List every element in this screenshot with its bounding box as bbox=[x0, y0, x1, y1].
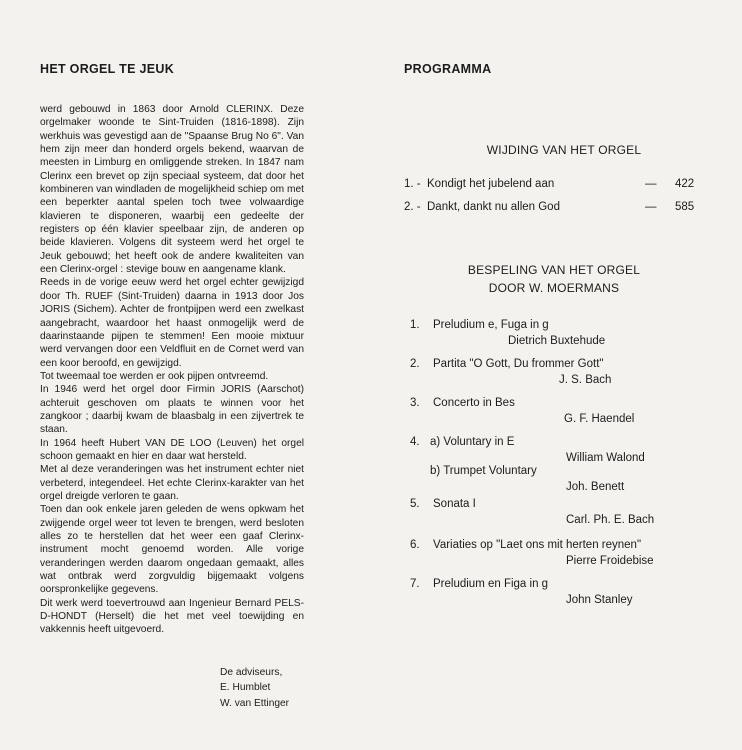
program-list bbox=[404, 319, 704, 617]
history-paragraph: Met al deze veranderingen was het instrument echter niet verbeterd, integendeel. Het echte Clerinx-karakter van het orgel dreigde verloren te gaan. bbox=[40, 464, 304, 502]
item-title: Preludium e, Fuga in g bbox=[433, 319, 549, 331]
signature-line: De adviseurs, bbox=[220, 666, 283, 678]
history-paragraph: In 1964 heeft Hubert VAN DE LOO (Leuven) het orgel schoon gemaakt en hier en daar wat hersteld. bbox=[40, 437, 304, 462]
hymn-row bbox=[404, 201, 704, 224]
hymn-number: 1. - bbox=[404, 178, 421, 190]
history-column bbox=[40, 62, 304, 711]
item-title: Concerto in Bes bbox=[433, 397, 515, 409]
item-number: 5. bbox=[410, 498, 420, 510]
hymn-dash: — bbox=[645, 178, 657, 190]
item-composer: Joh. Benett bbox=[566, 481, 625, 493]
item-title: b) Trumpet Voluntary bbox=[430, 465, 537, 477]
program-item bbox=[404, 578, 704, 617]
item-number: 6. bbox=[410, 539, 420, 551]
item-title: Variaties op "Laet ons mit herten reynen" bbox=[433, 539, 642, 551]
item-title: Preludium en Figa in g bbox=[433, 578, 549, 590]
item-title: Sonata I bbox=[433, 498, 476, 510]
hymn-dash: — bbox=[645, 201, 657, 213]
history-paragraph: werd gebouwd in 1863 door Arnold CLERINX. Deze orgelmaker woonde te Sint-Truiden (1816-1898). Zijn werkhuis was gevestigd aan de "Spaanse Brug No 6". Van hem zijn meer dan honderd orgels bekend, waarvan de meesten in Limburg en omliggende streken. In 1847 nam Clerinx een brevet op zijn speciaal systeem, dat door het kombineren van windladen de mogelijkheid schiep om met een beperkter aantal spelen toch twee volwaardige klavieren te disponeren, waarbij een gedeelte der registers op één klavier speelbaar zijn, de anderen op beide klavieren. Volgens dit systeem werd het orgel te Jeuk gebouwd; het heeft ook de andere kwaliteiten van een Clerinx-orgel : stevige bouw en aangename klank. bbox=[40, 104, 304, 276]
signature-line: W. van Ettinger bbox=[220, 697, 290, 709]
item-number: 7. bbox=[410, 578, 420, 590]
item-composer: John Stanley bbox=[566, 594, 633, 606]
program-item bbox=[404, 498, 704, 539]
item-composer: Carl. Ph. E. Bach bbox=[566, 514, 655, 526]
advisors-signature bbox=[220, 665, 304, 712]
program-item bbox=[404, 358, 704, 397]
recital-title-line: DOOR W. MOERMANS bbox=[488, 281, 620, 295]
signature-line: E. Humblet bbox=[220, 682, 271, 694]
recital-title-line: BESPELING VAN HET ORGEL bbox=[467, 263, 641, 277]
item-composer: Dietrich Buxtehude bbox=[508, 335, 606, 347]
recital-title bbox=[404, 261, 704, 297]
program-column bbox=[404, 62, 704, 617]
hymn-code: 585 bbox=[675, 201, 695, 213]
hymn-code: 422 bbox=[675, 178, 695, 190]
item-number: 3. bbox=[410, 397, 420, 409]
item-number: 1. bbox=[410, 319, 420, 331]
hymn-number: 2. - bbox=[404, 201, 421, 213]
history-paragraph: Reeds in de vorige eeuw werd het orgel echter gewijzigd door Th. RUEF (Sint-Truiden) daarna in 1913 door Jos JORIS (Sichem). Achter de frontpijpen werd een zwelkast aangebracht, waardoor het haast onmogelijk werd de daarinstaande pijpen te stemmen! Een mooie mixtuur werd vervangen door een Veldfluit en de Cornet werd van een koor beroofd, en gewijzigd. bbox=[40, 277, 304, 369]
hymn-row bbox=[404, 178, 704, 201]
item-composer: G. F. Haendel bbox=[564, 413, 635, 425]
item-composer: William Walond bbox=[566, 452, 645, 464]
hymn-title: Dankt, dankt nu allen God bbox=[427, 201, 560, 213]
item-title: Partita "O Gott, Du frommer Gott" bbox=[433, 358, 604, 370]
history-paragraph: Tot tweemaal toe werden er ook pijpen ontvreemd. bbox=[40, 370, 269, 382]
program-item bbox=[404, 397, 704, 436]
item-number: 2. bbox=[410, 358, 420, 370]
program-item bbox=[404, 319, 704, 358]
hymn-title: Kondigt het jubelend aan bbox=[427, 178, 555, 190]
program-item bbox=[404, 539, 704, 578]
item-title: a) Voluntary in E bbox=[430, 436, 515, 448]
history-paragraph: Dit werk werd toevertrouwd aan Ingenieur Bernard PELS-D-HONDT (Herselt) die het met veel toewijding en vakkennis heeft uitgevoerd. bbox=[40, 597, 304, 636]
history-paragraph: Toen dan ook enkele jaren geleden de wens opkwam het zwijgende orgel weer tot leven te brengen, werd besloten alles zo te herstellen dat het weer een gaaf Clerinx-instrument mocht genoemd worden. Alle vorige veranderingen werden daarom ongedaan gemaakt, alles wat ontbrak werd zorgvuldig bijgemaakt volgens oorspronkelijke gegevens. bbox=[40, 504, 304, 596]
history-heading: HET ORGEL TE JEUK bbox=[40, 62, 175, 76]
program-item bbox=[404, 436, 704, 465]
hymn-list bbox=[404, 178, 704, 224]
program-item bbox=[404, 465, 704, 494]
history-text bbox=[40, 103, 304, 637]
program-heading: PROGRAMMA bbox=[404, 62, 492, 76]
item-composer: J. S. Bach bbox=[559, 374, 612, 386]
dedication-title: WIJDING VAN HET ORGEL bbox=[486, 143, 642, 157]
history-paragraph: In 1946 werd het orgel door Firmin JORIS (Aarschot) achteruit geschoven om plaats te winnen voor het zangkoor ; daarbij kwam de blaasbalg in een zijvertrek te staan. bbox=[40, 384, 304, 436]
item-composer: Pierre Froidebise bbox=[566, 555, 654, 567]
item-number: 4. bbox=[410, 436, 420, 448]
